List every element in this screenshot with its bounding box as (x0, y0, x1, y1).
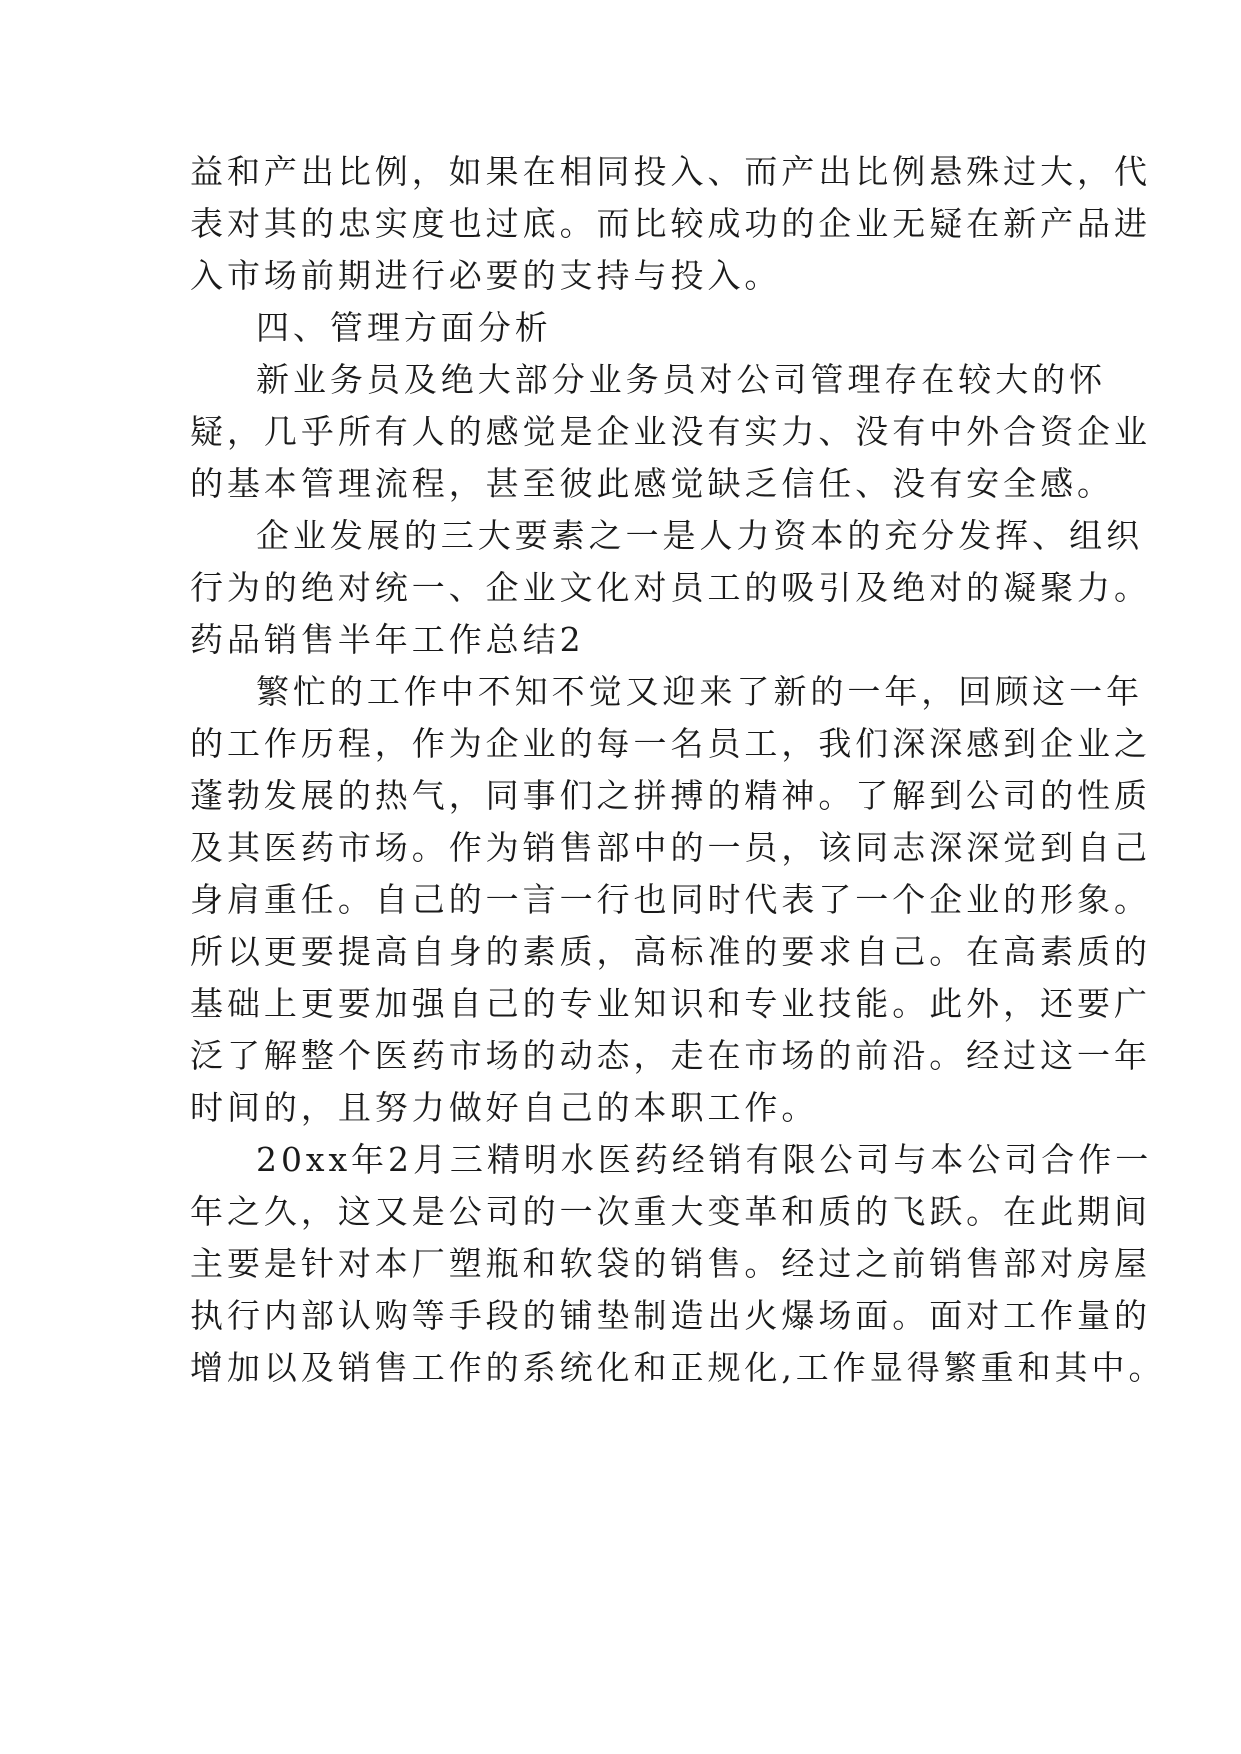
paragraph-line: 疑，几乎所有人的感觉是企业没有实力、没有中外合资企业 (190, 412, 1151, 451)
paragraph-line: 的基本管理流程，甚至彼此感觉缺乏信任、没有安全感。 (190, 464, 1114, 503)
paragraph-line: 企业发展的三大要素之一是人力资本的充分发挥、组织 (256, 516, 1144, 555)
paragraph-line: 时间的，且努力做好自己的本职工作。 (190, 1088, 819, 1127)
paragraph-line: 入市场前期进行必要的支持与投入。 (190, 256, 782, 295)
paragraph-line: 行为的绝对统一、企业文化对员工的吸引及绝对的凝聚力。 (190, 568, 1151, 607)
paragraph-line: 基础上更要加强自己的专业知识和专业技能。此外，还要广 (190, 984, 1151, 1023)
paragraph-line: 表对其的忠实度也过底。而比较成功的企业无疑在新产品进 (190, 204, 1151, 243)
paragraph-line: 年之久，这又是公司的一次重大变革和质的飞跃。在此期间 (190, 1192, 1151, 1231)
paragraph-line: 益和产出比例，如果在相同投入、而产出比例悬殊过大，代 (190, 152, 1151, 191)
paragraph-line: 新业务员及绝大部分业务员对公司管理存在较大的怀 (256, 360, 1107, 399)
paragraph-line: 蓬勃发展的热气，同事们之拼搏的精神。了解到公司的性质 (190, 776, 1151, 815)
paragraph-line: 及其医药市场。作为销售部中的一员，该同志深深觉到自己 (190, 828, 1151, 867)
paragraph-line: 身肩重任。自己的一言一行也同时代表了一个企业的形象。 (190, 880, 1151, 919)
section-heading: 四、管理方面分析 (256, 308, 552, 347)
paragraph-line: 所以更要提高自身的素质，高标准的要求自己。在高素质的 (190, 932, 1151, 971)
paragraph-line: 的工作历程，作为企业的每一名员工，我们深深感到企业之 (190, 724, 1151, 763)
paragraph-line: 泛了解整个医药市场的动态，走在市场的前沿。经过这一年 (190, 1036, 1151, 1075)
paragraph-line: 繁忙的工作中不知不觉又迎来了新的一年，回顾这一年 (256, 672, 1144, 711)
document-subtitle: 药品销售半年工作总结2 (190, 620, 585, 659)
paragraph-line: 20xx年2月三精明水医药经销有限公司与本公司合作一 (256, 1140, 1153, 1179)
paragraph-line: 增加以及销售工作的系统化和正规化,工作显得繁重和其中。 (190, 1348, 1166, 1387)
paragraph-line: 主要是针对本厂塑瓶和软袋的销售。经过之前销售部对房屋 (190, 1244, 1151, 1283)
paragraph-line: 执行内部认购等手段的铺垫制造出火爆场面。面对工作量的 (190, 1296, 1151, 1335)
